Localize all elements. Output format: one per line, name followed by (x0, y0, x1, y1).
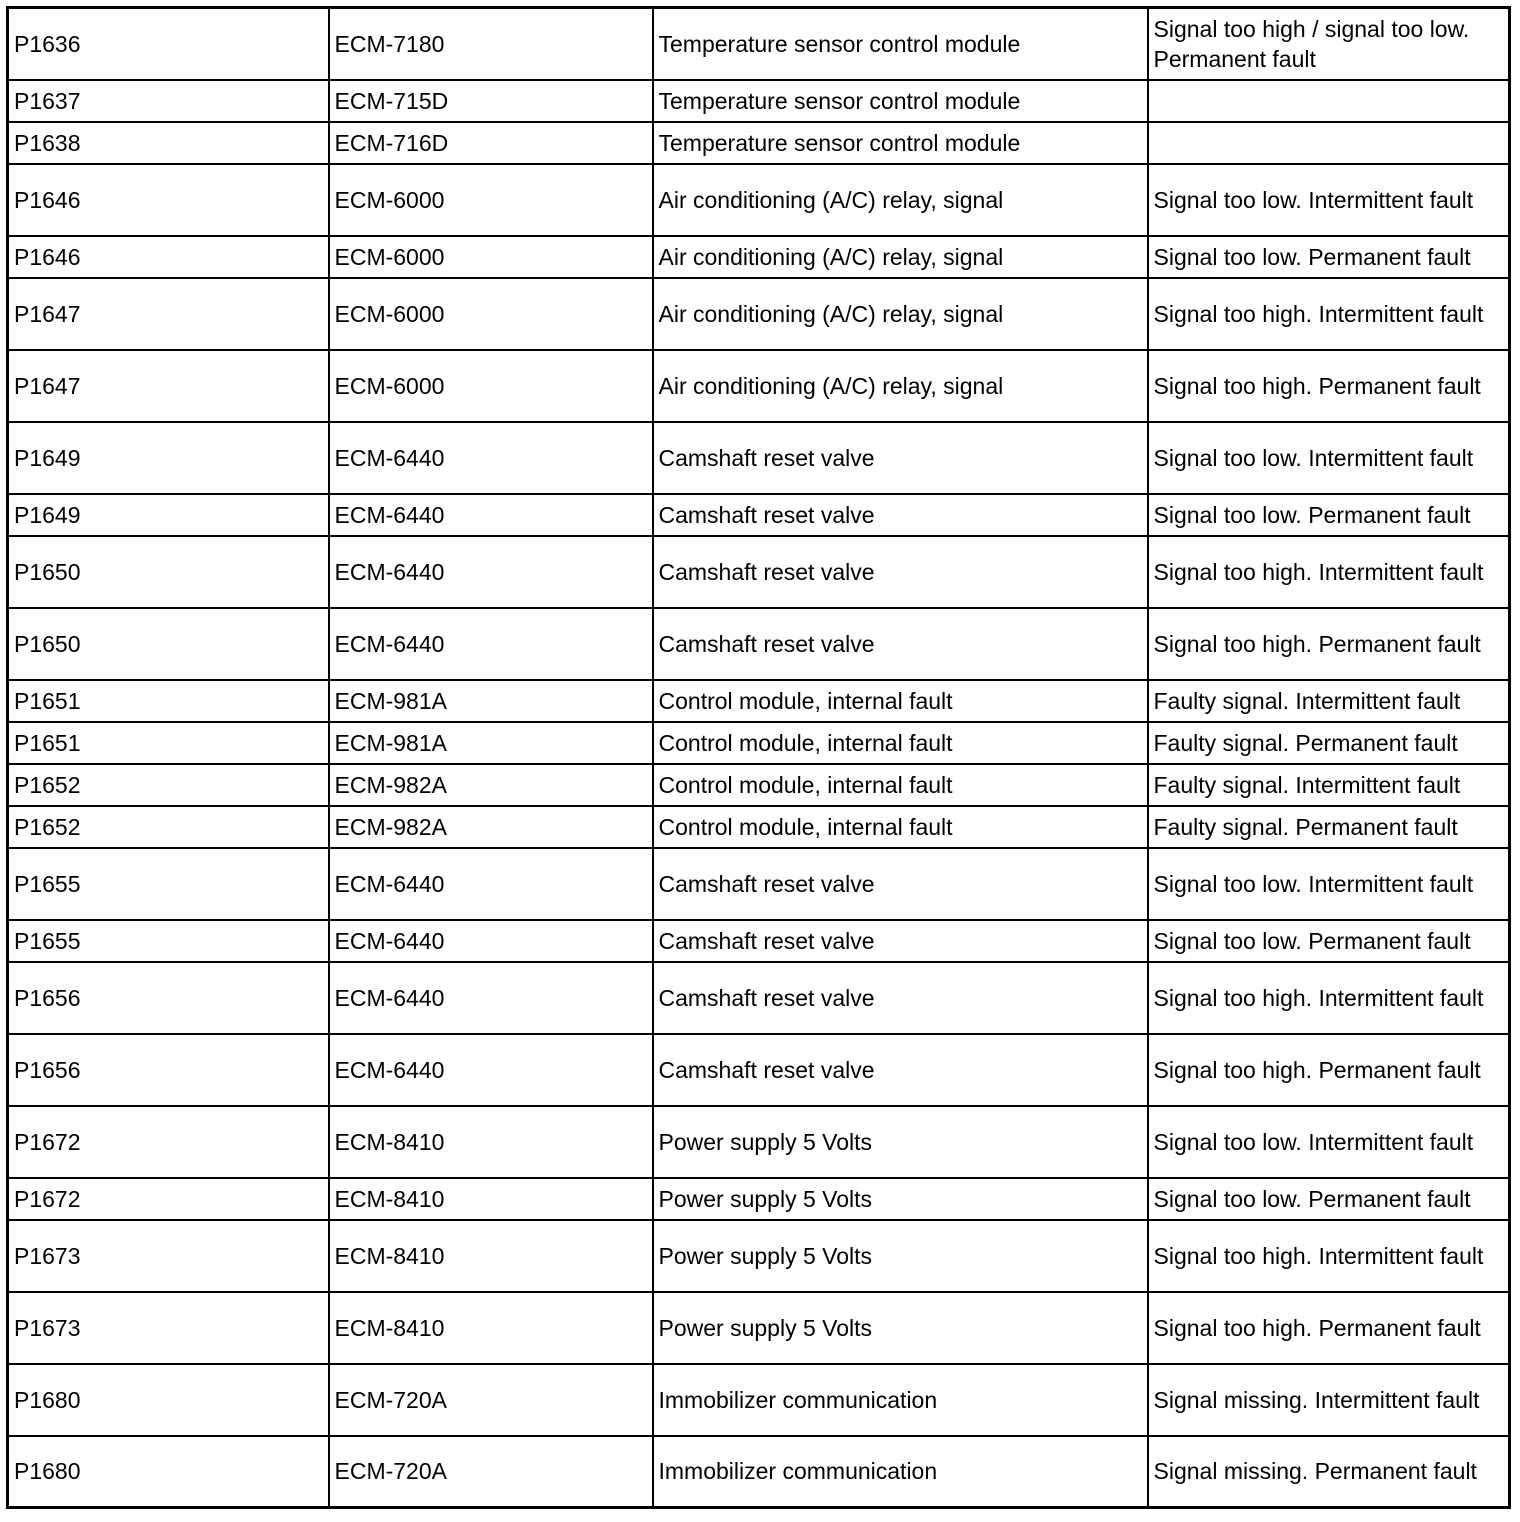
component-cell: Air conditioning (A/C) relay, signal (653, 278, 1148, 350)
component-cell: Immobilizer communication (653, 1364, 1148, 1436)
dtc-table (6, 6, 1511, 1509)
component-cell: Power supply 5 Volts (653, 1292, 1148, 1364)
fault-description-cell: Signal too high. Intermittent fault (1148, 278, 1510, 350)
component-cell: Air conditioning (A/C) relay, signal (653, 350, 1148, 422)
component-cell: Control module, internal fault (653, 722, 1148, 764)
fault-description-cell: Signal too low. Permanent fault (1148, 920, 1510, 962)
ecm-code-cell: ECM-6440 (329, 422, 653, 494)
ecm-code-cell: ECM-715D (329, 80, 653, 122)
fault-description-cell: Signal too low. Permanent fault (1148, 494, 1510, 536)
table-row (8, 236, 1510, 278)
component-cell: Immobilizer communication (653, 1436, 1148, 1508)
table-row (8, 422, 1510, 494)
table-row (8, 536, 1510, 608)
component-cell: Power supply 5 Volts (653, 1220, 1148, 1292)
table-row (8, 1106, 1510, 1178)
fault-description-cell: Signal too high. Intermittent fault (1148, 1220, 1510, 1292)
dtc-code-cell: P1646 (8, 164, 329, 236)
dtc-code-cell: P1652 (8, 764, 329, 806)
dtc-code-cell: P1655 (8, 920, 329, 962)
table-row (8, 1364, 1510, 1436)
ecm-code-cell: ECM-6000 (329, 350, 653, 422)
dtc-code-cell: P1673 (8, 1220, 329, 1292)
table-row (8, 80, 1510, 122)
table-row (8, 1292, 1510, 1364)
fault-description-cell: Signal too high. Permanent fault (1148, 350, 1510, 422)
fault-description-cell: Signal too low. Intermittent fault (1148, 848, 1510, 920)
dtc-code-cell: P1647 (8, 350, 329, 422)
fault-description-cell: Faulty signal. Intermittent fault (1148, 764, 1510, 806)
table-row (8, 350, 1510, 422)
ecm-code-cell: ECM-6440 (329, 536, 653, 608)
ecm-code-cell: ECM-6440 (329, 920, 653, 962)
fault-description-cell: Signal missing. Intermittent fault (1148, 1364, 1510, 1436)
fault-description-cell: Signal too low. Intermittent fault (1148, 1106, 1510, 1178)
dtc-code-cell: P1656 (8, 962, 329, 1034)
ecm-code-cell: ECM-981A (329, 680, 653, 722)
fault-description-cell: Signal too low. Permanent fault (1148, 1178, 1510, 1220)
dtc-code-cell: P1651 (8, 722, 329, 764)
fault-description-cell: Signal missing. Permanent fault (1148, 1436, 1510, 1508)
fault-description-cell: Signal too high. Intermittent fault (1148, 962, 1510, 1034)
fault-description-cell: Faulty signal. Permanent fault (1148, 806, 1510, 848)
table-row (8, 920, 1510, 962)
dtc-code-cell: P1649 (8, 494, 329, 536)
dtc-code-cell: P1651 (8, 680, 329, 722)
component-cell: Camshaft reset valve (653, 608, 1148, 680)
dtc-code-cell: P1680 (8, 1436, 329, 1508)
dtc-code-cell: P1636 (8, 8, 329, 80)
table-row (8, 680, 1510, 722)
ecm-code-cell: ECM-8410 (329, 1220, 653, 1292)
fault-description-cell: Signal too low. Intermittent fault (1148, 164, 1510, 236)
ecm-code-cell: ECM-982A (329, 806, 653, 848)
table-row (8, 278, 1510, 350)
table-row (8, 164, 1510, 236)
table-row (8, 962, 1510, 1034)
fault-description-cell: Signal too high. Intermittent fault (1148, 536, 1510, 608)
component-cell: Camshaft reset valve (653, 848, 1148, 920)
component-cell: Temperature sensor control module (653, 8, 1148, 80)
component-cell: Camshaft reset valve (653, 962, 1148, 1034)
fault-description-cell: Signal too high. Permanent fault (1148, 608, 1510, 680)
component-cell: Camshaft reset valve (653, 494, 1148, 536)
dtc-code-cell: P1656 (8, 1034, 329, 1106)
ecm-code-cell: ECM-8410 (329, 1106, 653, 1178)
dtc-code-cell: P1655 (8, 848, 329, 920)
component-cell: Air conditioning (A/C) relay, signal (653, 164, 1148, 236)
component-cell: Control module, internal fault (653, 680, 1148, 722)
table-row (8, 494, 1510, 536)
component-cell: Camshaft reset valve (653, 920, 1148, 962)
dtc-code-cell: P1650 (8, 536, 329, 608)
ecm-code-cell: ECM-6440 (329, 608, 653, 680)
ecm-code-cell: ECM-6440 (329, 494, 653, 536)
table-row (8, 764, 1510, 806)
dtc-code-cell: P1680 (8, 1364, 329, 1436)
ecm-code-cell: ECM-981A (329, 722, 653, 764)
component-cell: Camshaft reset valve (653, 1034, 1148, 1106)
ecm-code-cell: ECM-716D (329, 122, 653, 164)
dtc-code-cell: P1646 (8, 236, 329, 278)
table-row (8, 806, 1510, 848)
dtc-code-cell: P1673 (8, 1292, 329, 1364)
fault-description-cell: Signal too high. Permanent fault (1148, 1034, 1510, 1106)
component-cell: Air conditioning (A/C) relay, signal (653, 236, 1148, 278)
fault-description-cell: Faulty signal. Intermittent fault (1148, 680, 1510, 722)
ecm-code-cell: ECM-8410 (329, 1292, 653, 1364)
dtc-code-cell: P1637 (8, 80, 329, 122)
table-row (8, 1220, 1510, 1292)
component-cell: Control module, internal fault (653, 764, 1148, 806)
dtc-code-cell: P1672 (8, 1178, 329, 1220)
component-cell: Power supply 5 Volts (653, 1106, 1148, 1178)
dtc-code-cell: P1649 (8, 422, 329, 494)
ecm-code-cell: ECM-8410 (329, 1178, 653, 1220)
table-row (8, 1034, 1510, 1106)
dtc-code-cell: P1672 (8, 1106, 329, 1178)
dtc-code-cell: P1638 (8, 122, 329, 164)
dtc-code-cell: P1650 (8, 608, 329, 680)
component-cell: Camshaft reset valve (653, 422, 1148, 494)
dtc-table-body (8, 8, 1510, 1508)
ecm-code-cell: ECM-6440 (329, 848, 653, 920)
table-row (8, 122, 1510, 164)
component-cell: Temperature sensor control module (653, 122, 1148, 164)
ecm-code-cell: ECM-982A (329, 764, 653, 806)
ecm-code-cell: ECM-6440 (329, 962, 653, 1034)
dtc-code-cell: P1652 (8, 806, 329, 848)
table-row (8, 1178, 1510, 1220)
table-row (8, 1436, 1510, 1508)
ecm-code-cell: ECM-720A (329, 1364, 653, 1436)
component-cell: Camshaft reset valve (653, 536, 1148, 608)
table-row (8, 608, 1510, 680)
dtc-code-cell: P1647 (8, 278, 329, 350)
table-row (8, 8, 1510, 80)
fault-description-cell: Signal too low. Permanent fault (1148, 236, 1510, 278)
fault-description-cell: Signal too low. Intermittent fault (1148, 422, 1510, 494)
ecm-code-cell: ECM-6000 (329, 236, 653, 278)
ecm-code-cell: ECM-6000 (329, 278, 653, 350)
component-cell: Control module, internal fault (653, 806, 1148, 848)
fault-description-cell: Faulty signal. Permanent fault (1148, 722, 1510, 764)
ecm-code-cell: ECM-7180 (329, 8, 653, 80)
fault-description-cell (1148, 80, 1510, 122)
ecm-code-cell: ECM-720A (329, 1436, 653, 1508)
component-cell: Power supply 5 Volts (653, 1178, 1148, 1220)
fault-description-cell (1148, 122, 1510, 164)
ecm-code-cell: ECM-6440 (329, 1034, 653, 1106)
fault-description-cell: Signal too high. Permanent fault (1148, 1292, 1510, 1364)
table-row (8, 722, 1510, 764)
ecm-code-cell: ECM-6000 (329, 164, 653, 236)
fault-description-cell: Signal too high / signal too low. Permanent fault (1148, 8, 1510, 80)
table-row (8, 848, 1510, 920)
component-cell: Temperature sensor control module (653, 80, 1148, 122)
